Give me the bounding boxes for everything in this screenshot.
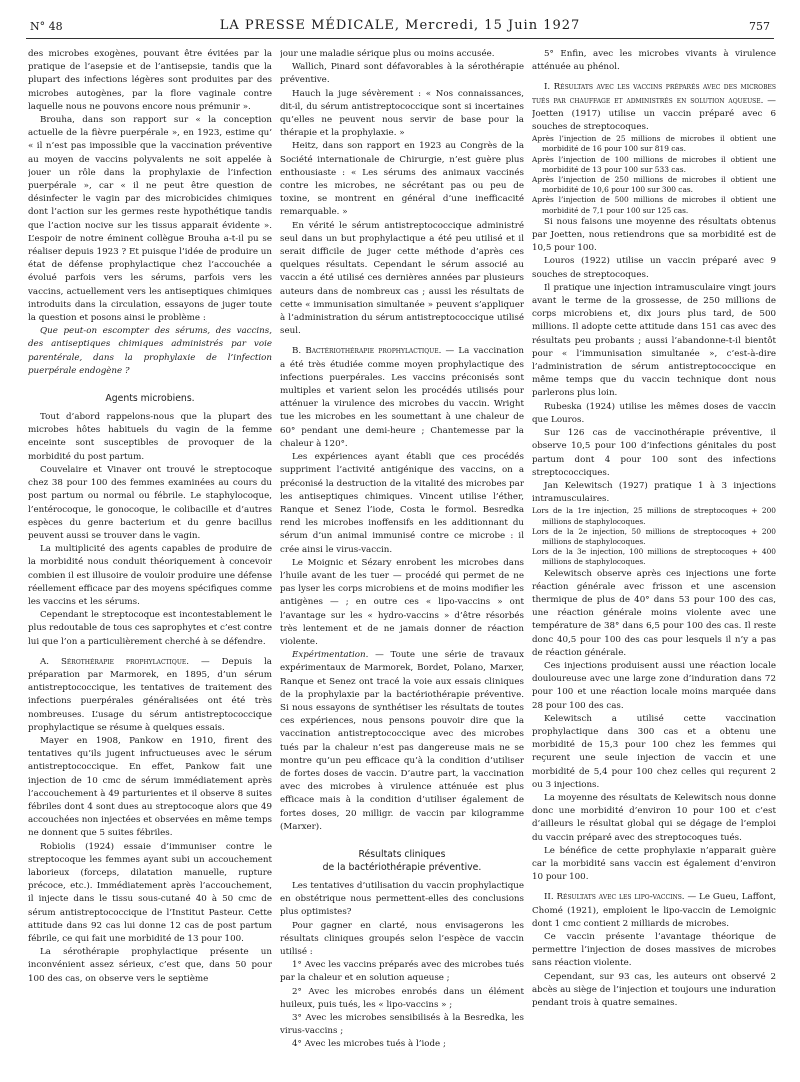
heading-line: de la bactériothérapie préventive. [322,861,482,873]
section-heading [280,848,524,874]
paragraph-lead: B. Bactériothérapie prophylactique. [292,346,442,357]
paragraph: 5° Enfin, avec les microbes vivants à virulence atténuée au phénol. [532,49,776,73]
paragraph-body: — Joetten (1917) utilise un vaccin préparé avec 6 souches de streptocoques. [532,95,776,133]
paragraph: Hauch la juge sévèrement : « Nos connaissances, dit-il, du sérum antistreptococcique sont si incertaines qu’elles ne peuvent nous servir de base pour la thérapie et la prophylaxie. » [280,88,524,139]
paragraph-body: — Le Gueu, Laffont, Chomé (1921), emploient le lipo-vaccin de Lemoignic dont 1 cmc contient 2 milliards de microbes. [532,892,776,929]
paragraph: des microbes exogènes, pouvant être évitées par la pratique de l’asepsie et de l’antisepsie, tandis que la plupart des infections légères sont produites par des microbes autogènes, par la flore vaginale contre laquelle nous ne pouvons encore nous prémunir ». [28,49,272,112]
column-3 [532,48,776,1010]
paragraph: Robiolis (1924) essaie d’immuniser contre le streptocoque les femmes ayant subi un accouchement laborieux (forceps, dilatation manuelle, rupture précoce, etc.). Immédiatement après l’accouchement, il injecte dans le tissu sous-cutané 40 à 50 cmc de sérum antistreptococcique de l’Institut Pasteur. Cette attitude dans 92 cas lui donne 12 cas de post partum fébrile, ce qui fait une morbidité de 13 pour 100. [28,841,272,944]
paragraph: Ces injections produisent aussi une réaction locale douloureuse avec une large zone d’induration dans 72 pour 100 et une réaction locale moins marquée dans 28 pour 100 des cas. [532,660,776,711]
paragraph [280,649,524,834]
paragraph: Si nous faisons une moyenne des résultats obtenus par Joetten, nous retiendrons que sa morbidité est de 10,5 pour 100. [532,216,776,254]
column-2 [280,48,524,1052]
paragraph: Les tentatives d’utilisation du vaccin prophylactique en obstétrique nous permettent-elles des conclusions plus optimistes? [280,880,524,918]
paragraph: La moyenne des résultats de Kelewitsch nous donne donc une morbidité d’environ 10 pour 100 et c’est d’ailleurs le résultat global qui se dégage de l’emploi du vaccin préparé avec des streptocoques tués. [532,792,776,843]
journal-title: LA PRESSE MÉDICALE, Mercredi, 15 Juin 1927 [219,18,581,33]
paragraph: Mayer en 1908, Pankow en 1910, firent des tentatives qu’ils jugent infructueuses avec le sérum antistreptococcique. En effet, Pankow fait une injection de 10 cmc de sérum immédiatement après l’accouchement à 49 parturientes et il observe 8 suites fébriles dont 4 sont dues au streptocoque alors que 49 accouchées non injectées et observées en même temps ne donnent que 5 suites fébriles. [28,735,272,839]
list-item: Après l’injection de 500 millions de microbes il obtient une morbidité de 7,1 pour 100 sur 125 cas. [532,195,776,215]
list-item: 3° Avec les microbes sensibilisés à la Besredka, les virus-vaccins ; [280,1013,524,1037]
paragraph: Brouha, dans son rapport sur « la conception actuelle de la fièvre puerpérale », en 1923, estime qu’ « il n’est pas impossible que la vaccination préventive au moyen de vaccins polyvalents ne soit appelée à jouer un rôle dans la prophylaxie de l’infection puerpérale », car « il ne peut être question de désinfecter le vagin par des microbicides chimiques dont l’action sur les germes reste hypothétique tandis que l’action nocive sur les tissus apparait évidente ». L’espoir de notre éminent collègue Brouha a-t-il pu se réaliser depuis 1923 ? Et puisque l’idée de produire un état de défense prophylactique chez l’accouchée a évolué parfois vers les sérums, parfois vers les vaccins, actuellement vers les antiseptiques chimiques introduits dans la circulation, essayons de juger toute la question et posons ainsi le problème : [28,115,272,324]
paragraph-body: — La vaccination a été très étudiée comme moyen prophylactique des infections puerpérales. Les vaccins préconisés sont multiples et varient selon les procédés utilisés pour atténuer la virulence des microbes du vaccin. Wright tue les microbes en les soumettant à une chaleur de 60° pendant une demi-heure ; Chantemesse par la chaleur à 120°. [280,346,524,449]
paragraph [532,891,776,931]
paragraph: Tout d’abord rappelons-nous que la plupart des microbes hôtes habituels du vagin de la femme enceinte sont susceptibles de provoquer de la morbidité du post partum. [28,412,272,462]
column-1 [28,48,272,986]
list-item: Lors de la 2e injection, 50 millions de streptocoques + 200 millions de staphylocoques. [532,526,776,546]
paragraph-lead: Expérimentation. [292,650,369,661]
paragraph-lead: II. Résultats avec les lipo-vaccins. [544,892,685,903]
list-item: 4° Avec les microbes tués à l’iode ; [292,1039,446,1050]
paragraph [532,81,776,134]
paragraph: Pour gagner en clarté, nous envisagerons les résultats cliniques groupés selon l’espèce de vaccin utilisé : [280,920,524,957]
list-item: Lors de la 1re injection, 25 millions de streptocoques + 200 millions de staphylocoques. [532,506,776,526]
paragraph: Jan Kelewitsch (1927) pratique 1 à 3 injections intramusculaires. [532,480,776,505]
paragraph: Le Moignic et Sézary enrobent les microbes dans l’huile avant de les tuer — procédé qui permet de ne pas lyser les corps microbiens et de moins modifier les antigènes — ; en outre ces « lipo-vaccins » ont l’avantage sur les « hydro-vaccins » d’être résorbés très lentement et de ne jamais donner de réaction violente. [280,557,524,647]
paragraph: Sur 126 cas de vaccinothérapie préventive, il observe 10,5 pour 100 d’infections génitales du post partum dont 4 pour 100 sont des infections streptococciques. [532,428,776,478]
heading-line: Résultats cliniques [358,848,446,860]
paragraph: Kelewitsch observe après ces injections une forte réaction générale avec frisson et une ascension thermique de plus de 40° dans 53 pour 100 des cas, une réaction générale moins violente avec une température de 38° dans 6,5 pour 100 des cas. Il reste donc 40,5 pour 100 des cas pour lesquels il n’y a pas de réaction générale. [532,568,776,658]
paragraph: Ce vaccin présente l’avantage théorique de permettre l’injection de doses massives de microbes sans réaction violente. [532,932,776,969]
paragraph: Il pratique une injection intramusculaire vingt jours avant le terme de la grossesse, de 250 millions de corps microbiens et, dix jours plus tard, de 500 millions. Il adopte cette attitude dans 151 cas avec des résultats peu probants ; aussi l’abandonne-t-il bientôt pour « l’immunisation simultanée », c’est-à-dire l’administration de sérum antistreptococcique en même temps que du vaccin technique dont nous parlerons plus loin. [532,282,776,399]
paragraph: La multiplicité des agents capables de produire de la morbidité nous conduit théoriquement à concevoir combien il est illusoire de vouloir produire une défense réellement efficace par des moyens spécifiques comme les vaccins et les sérums. [28,544,272,607]
paragraph [280,345,524,451]
paragraph-body: — Toute une série de travaux expérimentaux de Marmorek, Bordet, Polano, Marxer, Ranque et Senez ont tracé la voie aux essais cliniques de la prophylaxie par la bactériothérapie préventive. Si nous essayons de synthétiser les résultats de toutes ces expériences, nous pensons pouvoir dire que la vaccination antistreptococcique avec des microbes tués par la chaleur n’est pas dangereuse mais ne se montre qu’un peu efficace qu’à la condition d’utiliser de fortes doses de vaccin. D’autre part, la vaccination avec des microbes à virulence atténuée est plus efficace mais à la condition d’utiliser également de fortes doses, 20 milligr. de vaccin par kilogramme (Marxer). [280,650,524,832]
running-header [26,18,774,39]
list-item: Après l’injection de 100 millions de microbes il obtient une morbidité de 13 pour 100 sur 533 cas. [532,154,776,174]
paragraph: En vérité le sérum antistreptococcique administré seul dans un but prophylactique a été peu utilisé et il serait difficile de juger cette méthode d’après ces quelques résultats. Cependant le sérum associé au vaccin a été utilisé ces dernières années par plusieurs auteurs dans de nombreux cas ; aussi les résultats de cette « immunisation simultanée » peuvent s’appliquer à l’administration du sérum antistreptococcique utilisé seul. [280,220,524,337]
issue-number: N° 48 [30,20,63,33]
list-item: Lors de la 3e injection, 100 millions de streptocoques + 400 millions de staphylocoques. [532,547,776,567]
paragraph: Rubeska (1924) utilise les mêmes doses de vaccin que Louros. [532,401,776,425]
paragraph [28,656,272,735]
injection-schedule-list [532,506,776,567]
paragraph: La sérothérapie prophylactique présente un inconvénient assez sérieux, c’est que, dans 50 pour 100 des cas, on observe vers le septième [28,947,272,984]
paragraph-lead: I. Résultats avec les vaccins préparés avec des microbes tués par chauffage et administrés en solution aqueuse. [532,82,776,106]
paragraph: Cependant le streptocoque est incontestablement le plus redoutable de tous ces saprophytes et c’est contre lui que l’on a particulièrement cherché à se défendre. [28,610,272,647]
paragraph: Kelewitsch a utilisé cette vaccination prophylactique dans 300 cas et a obtenu une morbidité de 15,3 pour 100 chez les femmes qui reçurent une seule injection de vaccin et une morbidité de 5,4 pour 100 chez celles qui reçurent 2 ou 3 injections. [532,713,776,790]
paragraph: Que peut-on escompter des sérums, des vaccins, des antiseptiques chimiques administrés par voie parentérale, dans la prophylaxie de l’infection puerpérale endogène ? [28,326,272,376]
paragraph: Louros (1922) utilise un vaccin préparé avec 9 souches de streptocoques. [532,256,776,280]
list-item: 1° Avec les vaccins préparés avec des microbes tués par la chaleur et en solution aqueuse ; [280,960,524,984]
paragraph: Cependant, sur 93 cas, les auteurs ont observé 2 abcès au siège de l’injection et toujours une induration pendant trois à quatre semaines. [532,971,776,1009]
list-item: Après l’injection de 250 millions de microbes il obtient une morbidité de 10,6 pour 100 sur 300 cas. [532,175,776,195]
dose-results-list [532,134,776,216]
paragraph: Le bénéfice de cette prophylaxie n’apparait guère car la morbidité sans vaccin est également d’environ 10 pour 100. [532,845,776,883]
paragraph-lead: A. Sérothérapie prophylactique. [40,656,190,667]
list-item: 2° Avec les microbes enrobés dans un élément huileux, puis tués, les « lipo-vaccins » ; [280,986,524,1010]
paragraph: Heitz, dans son rapport en 1923 au Congrès de la Société internationale de Chirurgie, n’est guère plus enthousiaste : « Les sérums des animaux vaccinés contre les microbes, ne sécrétant pas ou peu de toxine, se montrent en général d’une inefficacité remarquable. » [280,141,524,218]
paragraph: Les expériences ayant établi que ces procédés suppriment l’activité antigénique des vaccins, on a préconisé la destruction de la vitalité des microbes par les antiseptiques chimiques. Vincent utilise l’éther, Ranque et Senez l’iode, Costa le formol. Besredka rend les microbes inoffensifs en les additionnant du sérum d’un animal immunisé contre ce microbe : il crée ainsi le virus-vaccin. [280,452,524,555]
paragraph-body: — Depuis la préparation par Marmorek, en 1895, d’un sérum antistreptococcique, les tentatives de traitement des infections puerpérales généralisées ont été très nombreuses. L’usage du sérum antistreptococcique prophylactique se résume à quelques essais. [28,656,272,733]
list-item: Après l’injection de 25 millions de microbes il obtient une morbidité de 16 pour 100 sur 819 cas. [532,134,776,154]
paragraph: Wallich, Pinard sont défavorables à la sérothérapie préventive. [280,62,524,86]
paragraph: Couvelaire et Vinaver ont trouvé le streptocoque chez 38 pour 100 des femmes examinées au cours du post partum ou normal ou fébrile. Le staphylocoque, l’entérocoque, le gonocoque, le colibacille et d’autres espèces du genre bacterium et du genre bacillus peuvent aussi se trouver dans le vagin. [28,464,272,541]
paragraph: jour une maladie sérique plus ou moins accusée. [280,49,495,59]
page-number: 757 [749,20,770,33]
section-heading: Agents microbiens. [105,393,195,405]
